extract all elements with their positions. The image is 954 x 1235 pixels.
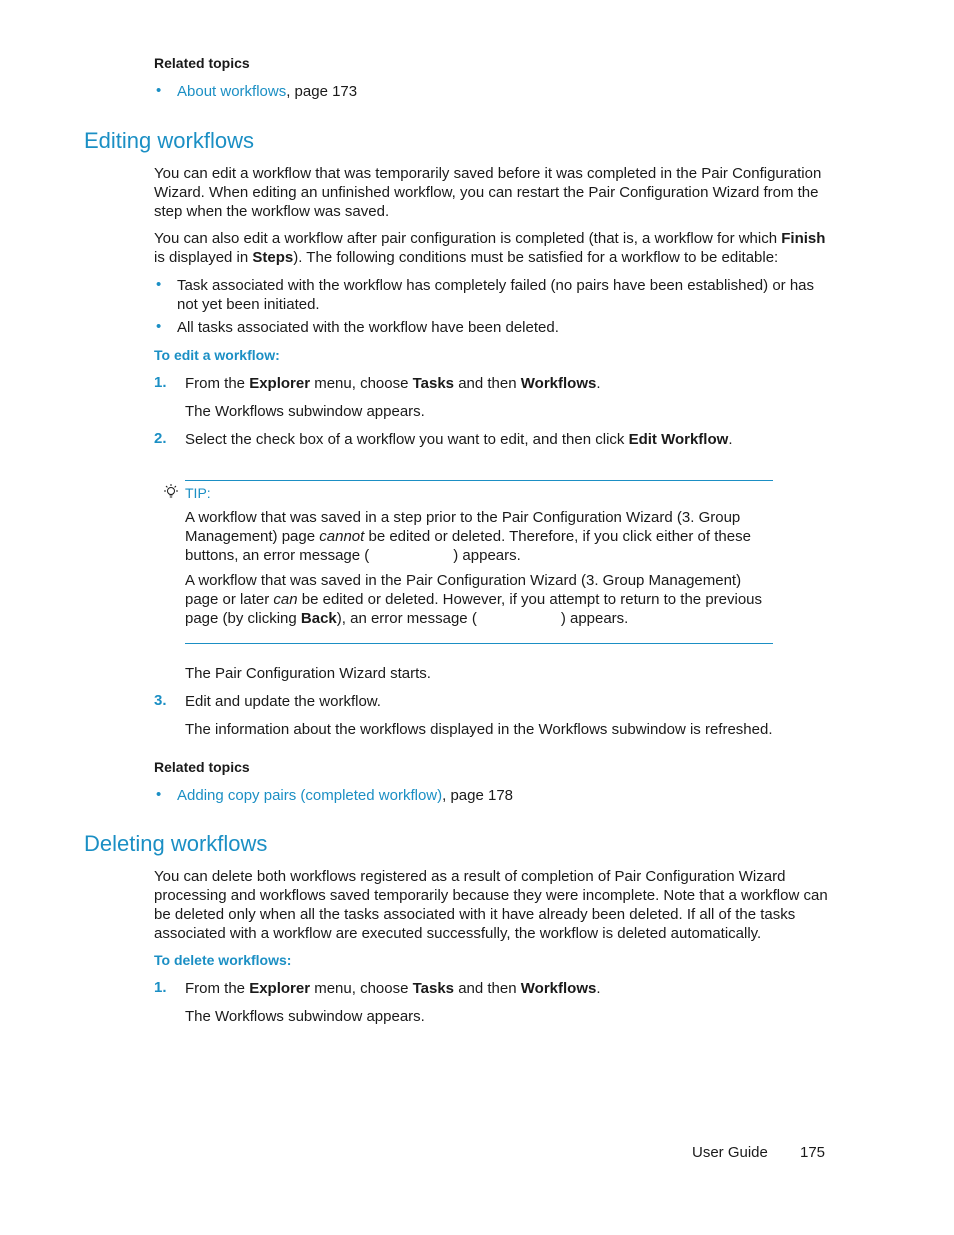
step-text: From the Explorer menu, choose Tasks and then Workflows. bbox=[185, 980, 601, 997]
bullet-icon: • bbox=[156, 786, 162, 803]
condition-item: All tasks associated with the workflow have been deleted. bbox=[177, 319, 559, 336]
section-heading-deleting: Deleting workflows bbox=[84, 831, 268, 856]
step-number: 2. bbox=[154, 430, 167, 447]
bullet-icon: • bbox=[156, 318, 162, 335]
procedure-heading-delete: To delete workflows: bbox=[154, 952, 292, 968]
section-heading-editing: Editing workflows bbox=[84, 128, 254, 153]
step-result: The information about the workflows displayed in the Workflows subwindow is refreshed. bbox=[185, 721, 773, 738]
related-topic-item bbox=[177, 82, 357, 101]
bullet-icon: • bbox=[156, 82, 162, 99]
procedure-heading-edit: To edit a workflow: bbox=[154, 347, 280, 363]
page-number: 175 bbox=[800, 1144, 826, 1161]
adding-copy-pairs-link[interactable]: Adding copy pairs (completed workflow) bbox=[177, 787, 443, 804]
page-ref: , page 178 bbox=[442, 787, 514, 804]
step-text: From the Explorer menu, choose Tasks and then Workflows. bbox=[185, 375, 601, 392]
tip-paragraph: A workflow that was saved in a step prior to the Pair Configuration Wizard (3. Group Management) page cannot be edited or deleted. Therefore, if you click either of these buttons, an error message ( ) appears. bbox=[185, 509, 751, 564]
about-workflows-link[interactable]: About workflows bbox=[177, 83, 287, 100]
step-result: The Workflows subwindow appears. bbox=[185, 1008, 425, 1025]
tip-label: TIP: bbox=[185, 485, 211, 501]
page-ref: , page 173 bbox=[286, 83, 358, 100]
related-topics-heading: Related topics bbox=[154, 55, 250, 71]
step-number: 3. bbox=[154, 692, 167, 709]
bullet-icon: • bbox=[156, 276, 162, 293]
step-number: 1. bbox=[154, 979, 167, 996]
deleting-intro-paragraph: You can delete both workflows registered as a result of completion of Pair Configuration Wizard processing and workflows saved temporarily because they were incomplete. Note that a workflow can be deleted only when all the tasks associated with it have already been deleted. If all of the tasks associated with a workflow are executed successfully, the workflow is deleted automatically. bbox=[154, 868, 828, 942]
related-topic-item bbox=[177, 786, 513, 805]
tip-paragraph: A workflow that was saved in the Pair Configuration Wizard (3. Group Management) page or later can be edited or deleted. However, if you attempt to return to the previous page (by clicking Back), an error message ( ) appears. bbox=[185, 572, 763, 627]
step-text: Select the check box of a workflow you want to edit, and then click Edit Workflow. bbox=[185, 431, 733, 448]
step-result: The Workflows subwindow appears. bbox=[185, 403, 425, 420]
condition-item: Task associated with the workflow has completely failed (no pairs have been established) or has not yet been initiated. bbox=[177, 277, 815, 313]
editing-conditions-paragraph: You can also edit a workflow after pair configuration is completed (that is, a workflow for which Finish is displayed in Steps). The following conditions must be satisfied for a workflow to be editable: bbox=[154, 230, 826, 266]
step-result: The Pair Configuration Wizard starts. bbox=[185, 665, 431, 682]
editing-intro-paragraph: You can edit a workflow that was temporarily saved before it was completed in the Pair Configuration Wizard. When editing an unfinished workflow, you can restart the Pair Configuration Wizard from the step when the workflow was saved. bbox=[154, 165, 822, 220]
related-topics-heading: Related topics bbox=[154, 759, 250, 775]
step-number: 1. bbox=[154, 374, 167, 391]
tip-top-rule bbox=[185, 480, 773, 481]
footer-label: User Guide bbox=[692, 1144, 768, 1161]
lightbulb-icon bbox=[162, 483, 180, 501]
step-text: Edit and update the workflow. bbox=[185, 693, 381, 710]
tip-bottom-rule bbox=[185, 643, 773, 644]
